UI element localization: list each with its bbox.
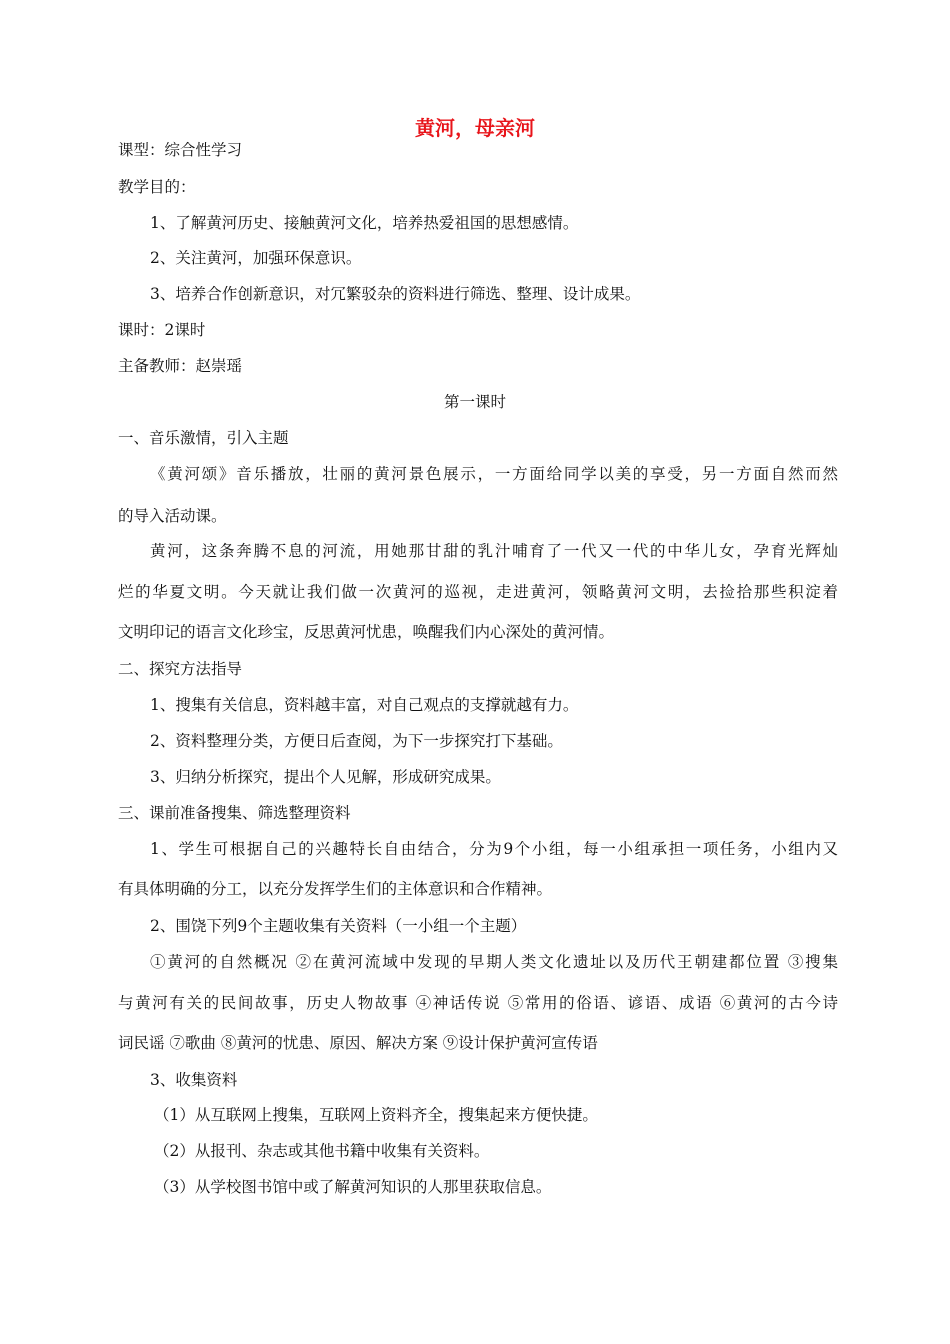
- paragraph-line: 有具体明确的分工，以充分发挥学生们的主体意识和合作精神。: [118, 880, 553, 898]
- heading-part-3: 三、课前准备搜集、筛选整理资料: [118, 804, 351, 822]
- paragraph-line: 《黄河颂》音乐播放，壮丽的黄河景色展示，一方面给同学以美的享受，另一方面自然而然: [150, 465, 838, 483]
- method-item-3: 3、归纳分析探究，提出个人见解，形成研究成果。: [150, 768, 501, 786]
- aim-item-3: 3、培养合作创新意识，对冗繁驳杂的资料进行筛选、整理、设计成果。: [150, 285, 641, 303]
- lesson-type: 课型：综合性学习: [118, 141, 243, 159]
- paragraph-line: 黄河，这条奔腾不息的河流，用她那甘甜的乳汁哺育了一代又一代的中华儿女，孕育光辉灿: [150, 542, 838, 560]
- teaching-aims-heading: 教学目的：: [118, 178, 196, 196]
- paragraph-line: 词民谣 ⑦歌曲 ⑧黄河的忧患、原因、解决方案 ⑨设计保护黄河宣传语: [118, 1034, 598, 1052]
- paragraph-line: 文明印记的语言文化珍宝，反思黄河忧患，唤醒我们内心深处的黄河情。: [118, 623, 615, 641]
- class-hours: 课时：2课时: [118, 321, 206, 339]
- heading-part-2: 二、探究方法指导: [118, 660, 243, 678]
- aim-item-2: 2、关注黄河，加强环保意识。: [150, 249, 362, 267]
- paragraph-line: 2、围饶下列9个主题收集有关资料（一小组一个主题）: [150, 917, 527, 935]
- heading-part-1: 一、音乐激情，引入主题: [118, 429, 289, 447]
- aim-item-1: 1、了解黄河历史、接触黄河文化，培养热爱祖国的思想感情。: [150, 214, 579, 232]
- lead-teacher: 主备教师：赵崇瑶: [118, 357, 243, 375]
- paragraph-line: 与黄河有关的民间故事，历史人物故事 ④神话传说 ⑤常用的俗语、谚语、成语 ⑥黄河的古今诗: [118, 994, 838, 1012]
- paragraph-line: 1、学生可根据自己的兴趣特长自由结合，分为9个小组，每一小组承担一项任务，小组内又: [150, 840, 838, 858]
- paragraph-line: 烂的华夏文明。今天就让我们做一次黄河的巡视，走进黄河，领略黄河文明，去捡拾那些积淀着: [118, 583, 838, 601]
- collect-item-3: （3）从学校图书馆中或了解黄河知识的人那里获取信息。: [154, 1178, 552, 1196]
- paragraph-line: 的导入活动课。: [118, 507, 227, 525]
- method-item-1: 1、搜集有关信息，资料越丰富，对自己观点的支撑就越有力。: [150, 696, 579, 714]
- method-item-2: 2、资料整理分类，方便日后查阅，为下一步探究打下基础。: [150, 732, 563, 750]
- collect-item-1: （1）从互联网上搜集，互联网上资料齐全，搜集起来方便快捷。: [154, 1106, 598, 1124]
- section-first-lesson: 第一课时: [443, 393, 506, 411]
- paragraph-line: ①黄河的自然概况 ②在黄河流域中发现的早期人类文化遗址以及历代王朝建都位置 ③搜集: [150, 953, 838, 971]
- collect-heading: 3、收集资料: [150, 1071, 238, 1089]
- document-title: 黄河，母亲河: [415, 116, 535, 140]
- collect-item-2: （2）从报刊、杂志或其他书籍中收集有关资料。: [154, 1142, 490, 1160]
